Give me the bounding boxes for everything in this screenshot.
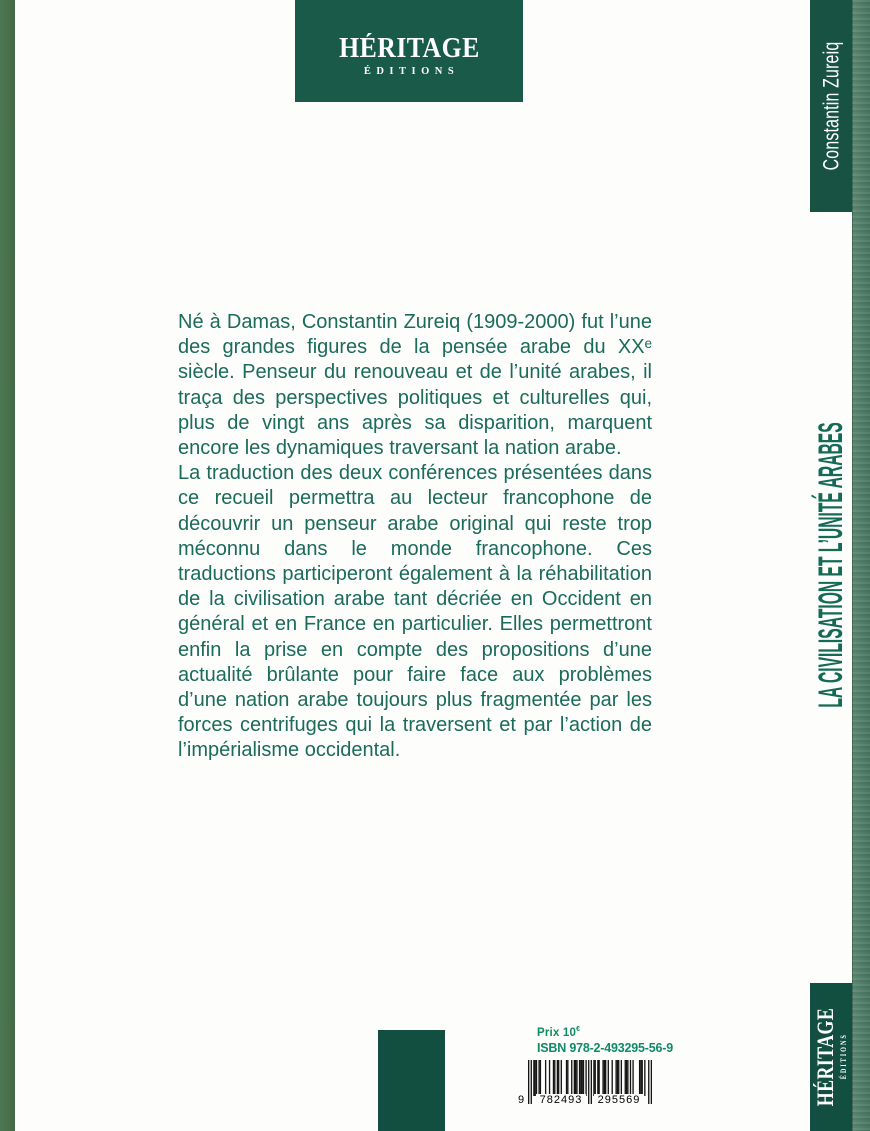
barcode-digits [518, 1092, 652, 1108]
euro-sign: € [576, 1026, 581, 1033]
price-text: Prix 10 [537, 1026, 577, 1039]
barcode-digits-right: 295569 [594, 1094, 644, 1106]
isbn-label: ISBN 978-2-493295-56-9 [537, 1041, 673, 1055]
bottom-green-rectangle [378, 1030, 445, 1131]
publisher-logo-name: HÉRITAGE [338, 32, 480, 64]
left-spine-strip [0, 0, 15, 1131]
spine-title-area [810, 405, 852, 725]
blurb-paragraph-1: Né à Damas, Constantin Zureiq (1909-2000) fut l’une des grandes figures de la pensée arabe du XXᵉ siècle. Penseur du renouveau et de l’unité arabes, il traça des perspectives politiques et culturelles qui, plus de vingt ans après sa disparition, marquent encore les dynamiques traversant la nation arabe. [178, 311, 652, 460]
publisher-logo-subtitle: ÉDITIONS [363, 65, 460, 77]
publisher-logo [295, 0, 523, 102]
spine-book-title: LA CIVILISATION ET L’UNITÉ ARABES [812, 422, 851, 708]
barcode-digits-left: 782493 [536, 1094, 586, 1106]
spine-publisher-box [810, 983, 852, 1131]
price-label [537, 1026, 580, 1039]
page-block-edge [852, 0, 870, 1131]
spine-author-box [810, 0, 852, 212]
spine-author-name: Constantin Zureiq [818, 41, 843, 171]
spine-publisher-subtitle: ÉDITIONS [839, 1033, 848, 1080]
barcode-digit-first: 9 [518, 1094, 526, 1106]
spine-publisher-logo [814, 1008, 848, 1106]
ean13-barcode [518, 1060, 652, 1112]
blurb-paragraph-2: La traduction des deux conférences présentées dans ce recueil permettra au lecteur francophone de découvrir un penseur arabe original qui reste trop méconnu dans le monde francophone. Ces traductions participeront également à la réhabilitation de la civilisation arabe tant décriée en Occident en général et en France en particulier. Elles permettront enfin la prise en compte des propositions d’une actualité brûlante pour faire face aux problèmes d’une nation arabe toujours plus fragmentée par les forces centrifuges qui la traversent et par l’action de l’impérialisme occidental. [178, 462, 652, 762]
spine-publisher-name: HÉRITAGE [813, 1007, 838, 1107]
back-cover-blurb [178, 310, 652, 764]
